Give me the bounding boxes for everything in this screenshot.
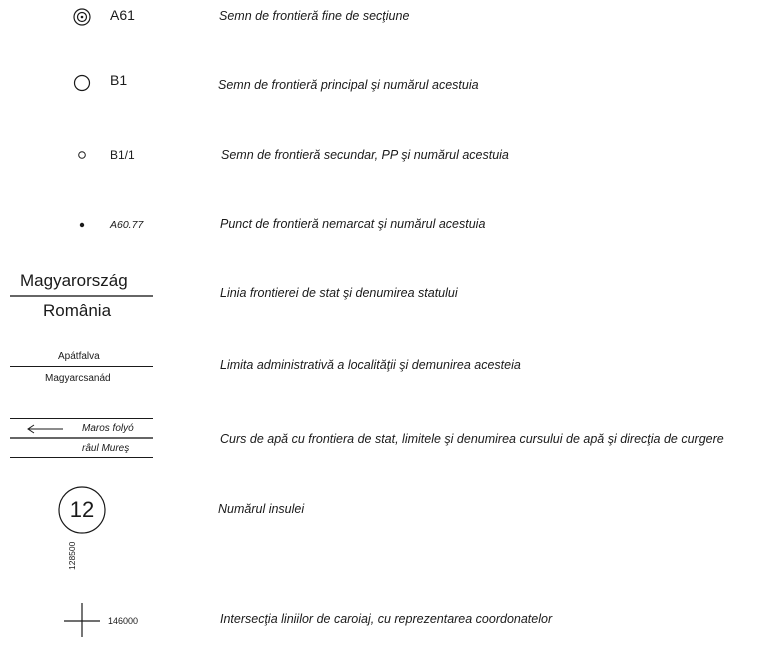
grid-intersection-cross-icon [63, 602, 101, 638]
locality-name-top: Apátfalva [58, 351, 100, 362]
section-boundary-mark-icon [72, 7, 92, 27]
desc-administrative-limit: Limita administrativă a localităţii şi demunirea acesteia [220, 358, 521, 372]
state-name-romania: România [43, 301, 112, 320]
mark-code-b1: B1 [110, 72, 128, 88]
point-code-a60-77: A60.77 [110, 219, 144, 231]
grid-coordinate-vertical: 128500 [67, 541, 77, 570]
locality-name-bottom: Magyarcsanád [45, 373, 111, 384]
desc-section-boundary-mark: Semn de frontieră fine de secţiune [219, 9, 410, 23]
desc-grid-intersection: Intersecţia liniilor de caroiaj, cu reprezentarea coordonatelor [220, 612, 553, 626]
secondary-boundary-mark-icon [77, 150, 87, 160]
desc-island-number: Numărul insulei [218, 502, 305, 516]
watercourse-bottom-line [10, 457, 153, 458]
desc-state-border: Linia frontierei de stat şi denumirea statului [220, 286, 458, 300]
watercourse-top-line [10, 418, 153, 419]
desc-secondary-boundary-mark: Semn de frontieră secundar, PP şi numărul acestuia [221, 148, 509, 162]
flow-direction-arrow-icon [26, 424, 64, 434]
island-number: 12 [69, 497, 95, 522]
desc-main-boundary-mark: Semn de frontieră principal şi numărul acestuia [218, 78, 479, 92]
river-name-romanian: râul Mureş [82, 443, 130, 454]
state-name-hungary: Magyarország [20, 271, 128, 290]
desc-unmarked-point: Punct de frontieră nemarcat şi numărul acestuia [220, 217, 486, 231]
mark-code-a61: A61 [110, 7, 135, 23]
mark-code-b1-1: B1/1 [110, 148, 135, 162]
grid-coordinate-horizontal: 146000 [108, 616, 139, 626]
state-border-line [10, 295, 153, 297]
watercourse-border-line [10, 437, 153, 439]
desc-watercourse: Curs de apă cu frontiera de stat, limitele şi denumirea cursului de apă şi direcţia de curgere [220, 432, 724, 446]
unmarked-point-icon [78, 221, 86, 229]
main-boundary-mark-icon [73, 74, 91, 92]
river-name-hungarian: Maros folyó [82, 423, 134, 434]
administrative-limit-line [10, 366, 153, 367]
